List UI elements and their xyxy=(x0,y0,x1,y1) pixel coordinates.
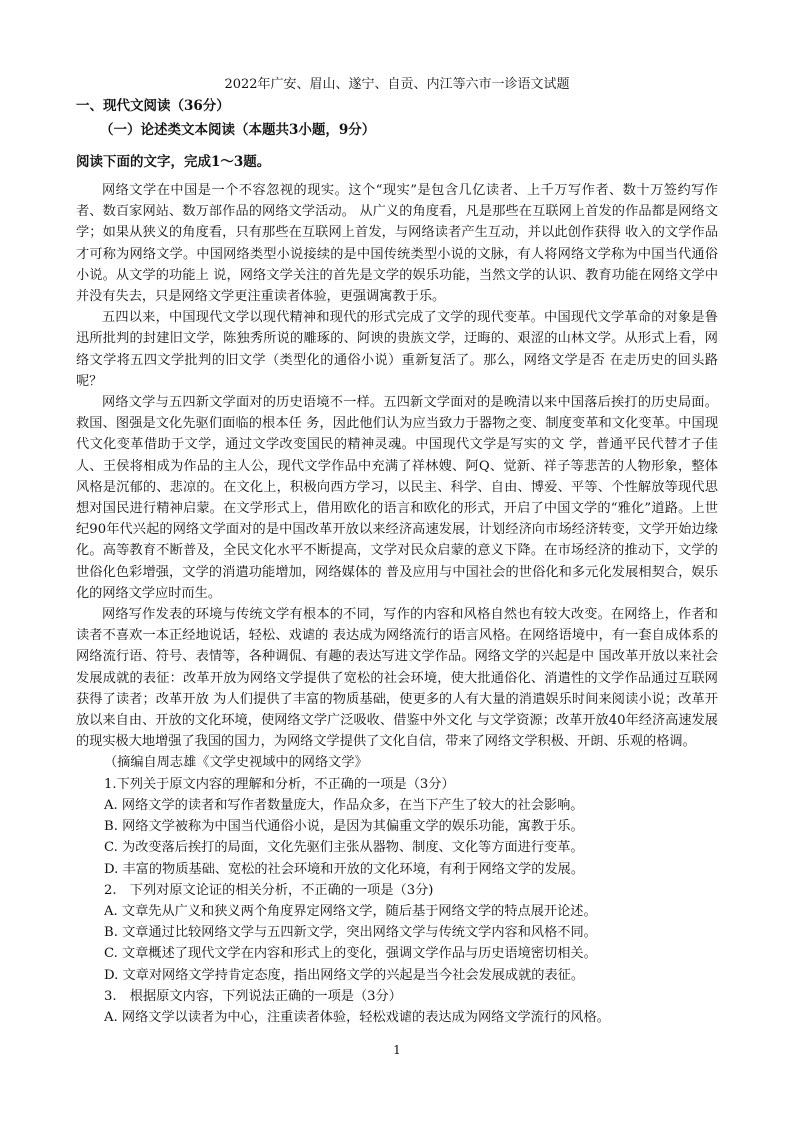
passage-paragraph: 网络写作发表的环境与传统文学有根本的不同，写作的内容和风格自然也有较大改变。在网络上，作者和读者不喜欢一本正经地说话，轻松、戏谑的 表达成为网络流行的语言风格。在网络语境中，有一套自成体系的网络流行语、符号、表情等，各种调侃、有趣的表达写进文学作品。网络文学的兴起是中 国改革开放以来社会发展成就的表征：改革开放为网络文学提供了宽松的社会环境，使大批通俗化、消遣性的文学作品通过互联网获得了读者；改革开放 为人们提供了丰富的物质基础，使更多的人有大量的消遣娱乐时间来阅读小说；改革开放以来自由、开放的文化环境，使网络文学广泛吸收、借鉴中外文化 与文学资源；改革开放40年经济高速发展的现实极大地增强了我国的国力，为网络文学提供了文化自信，带来了网络文学积极、开朗、乐观的格调。 xyxy=(76,607,718,750)
question-option: A. 网络文学的读者和写作者数量庞大，作品众多，在当下产生了较大的社会影响。 xyxy=(104,797,584,813)
passage-paragraph: 网络文学在中国是一个不容忽视的现实。这个“现实”是包含几亿读者、上千万写作者、数十万签约写作者、数百家网站、数万部作品的网络文学活动。 从广义的角度看，凡是那些在互联网上首发的作品都是网络文学；如果从狭义的角度看，只有那些在互联网上首发，与网络读者产生互动，并以此创作获得 收入的文学作品才可称为网络文学。中国网络类型小说接续的是中国传统类型小说的文脉，有人将网络文学称为中国当代通俗小说。从文学的功能上 说，网络文学关注的首先是文学的娱乐功能，当然文学的认识、教育功能在网络文学中并没有失去，只是网络文学更注重读者体验，更强调寓教于乐。 xyxy=(76,183,718,305)
passage-paragraph: 网络文学与五四新文学面对的历史语境不一样。五四新文学面对的是晚清以来中国落后挨打的历史局面。救国、图强是文化先驱们面临的根本任 务，因此他们认为应当致力于器物之变、制度变革和文化变革。中国现代文化变革借助于文学，通过文学改变国民的精神灵魂。中国现代文学是写实的文 学，普通平民代替才子佳人、王侯将相成为作品的主人公，现代文学作品中充满了祥林嫂、阿Q、觉新、祥子等悲苦的人物形象，整体风格是沉郁的、悲凉的。在文化上，积极向西方学习，以民主、科学、自由、博爱、平等、个性解放等现代思想对国民进行精神启蒙。在文学形式上，借用欧化的语言和欧化的形式，开启了中国文学的“雅化”道路。上世纪90年代兴起的网络文学面对的是中国改革开放以来经济高速发展，计划经济向市场经济转变，文学开始边缘化。高等教育不断普及，全民文化水平不断提高，文学对民众启蒙的意义下降。在市场经济的推动下，文学的世俗化色彩增强，文学的消遣功能增加，网络媒体的 普及应用与中国社会的世俗化和多元化发展相契合，娱乐化的网络文学应时而生。 xyxy=(76,395,718,601)
subsection-heading: （一）论述类文本阅读（本题共3小题，9分） xyxy=(100,122,376,138)
passage-source: （摘编自周志雄《文学史视域中的网络文学》 xyxy=(104,755,368,771)
question-option: C. 为改变落后挨打的局面，文化先驱们主张从器物、制度、文化等方面进行变革。 xyxy=(104,840,584,856)
question-stem: 2. 下列对原文论证的相关分析，不正确的一项是（3分) xyxy=(104,882,434,898)
reading-instruction: 阅读下面的文字，完成1～3题。 xyxy=(76,154,271,170)
passage-body xyxy=(76,180,718,1028)
question-stem: 1.下列关于原文内容的理解和分析，不正确的一项是（3分） xyxy=(104,776,455,792)
question-option: A. 文章先从广义和狭义两个角度界定网络文学，随后基于网络文学的特点展开论述。 xyxy=(104,903,597,919)
page-number: 1 xyxy=(393,1043,401,1057)
question-option: B. 文章通过比较网络文学与五四新文学，突出网络文学与传统文学内容和风格不同。 xyxy=(104,925,597,941)
question-option: D. 文章对网络文学持肯定态度，指出网络文学的兴起是当今社会发展成就的表征。 xyxy=(104,967,585,983)
section-heading: 一、现代文阅读（36分） xyxy=(76,98,230,114)
question-option: C. 文章概述了现代文学在内容和形式上的变化，强调文学作品与历史语境密切相关。 xyxy=(104,946,597,962)
question-stem: 3. 根据原文内容，下列说法正确的一项是（3分） xyxy=(104,988,402,1004)
question-option: B. 网络文学被称为中国当代通俗小说，是因为其偏重文学的娱乐功能，寓教于乐。 xyxy=(104,819,584,835)
exam-title: 2022年广安、眉山、遂宁、自贡、内江等六市一诊语文试题 xyxy=(224,77,570,92)
passage-paragraph: 五四以来，中国现代文学以现代精神和现代的形式完成了文学的现代变革。中国现代文学革命的对象是鲁迅所批判的封建旧文学，陈独秀所说的雕琢的、阿谀的贵族文学，迂晦的、艰涩的山林文学。从形式上看，网络文学将五四文学批判的旧文学（类型化的通俗小说）重新复活了。那么，网络文学是否 在走历史的回头路呢？ xyxy=(76,310,718,389)
question-option: D. 丰富的物质基础、宽松的社会环境和开放的文化环境，有利于网络文学的发展。 xyxy=(104,861,585,877)
question-option: A. 网络文学以读者为中心，注重读者体验，轻松戏谑的表达成为网络文学流行的风格。 xyxy=(104,1009,610,1025)
